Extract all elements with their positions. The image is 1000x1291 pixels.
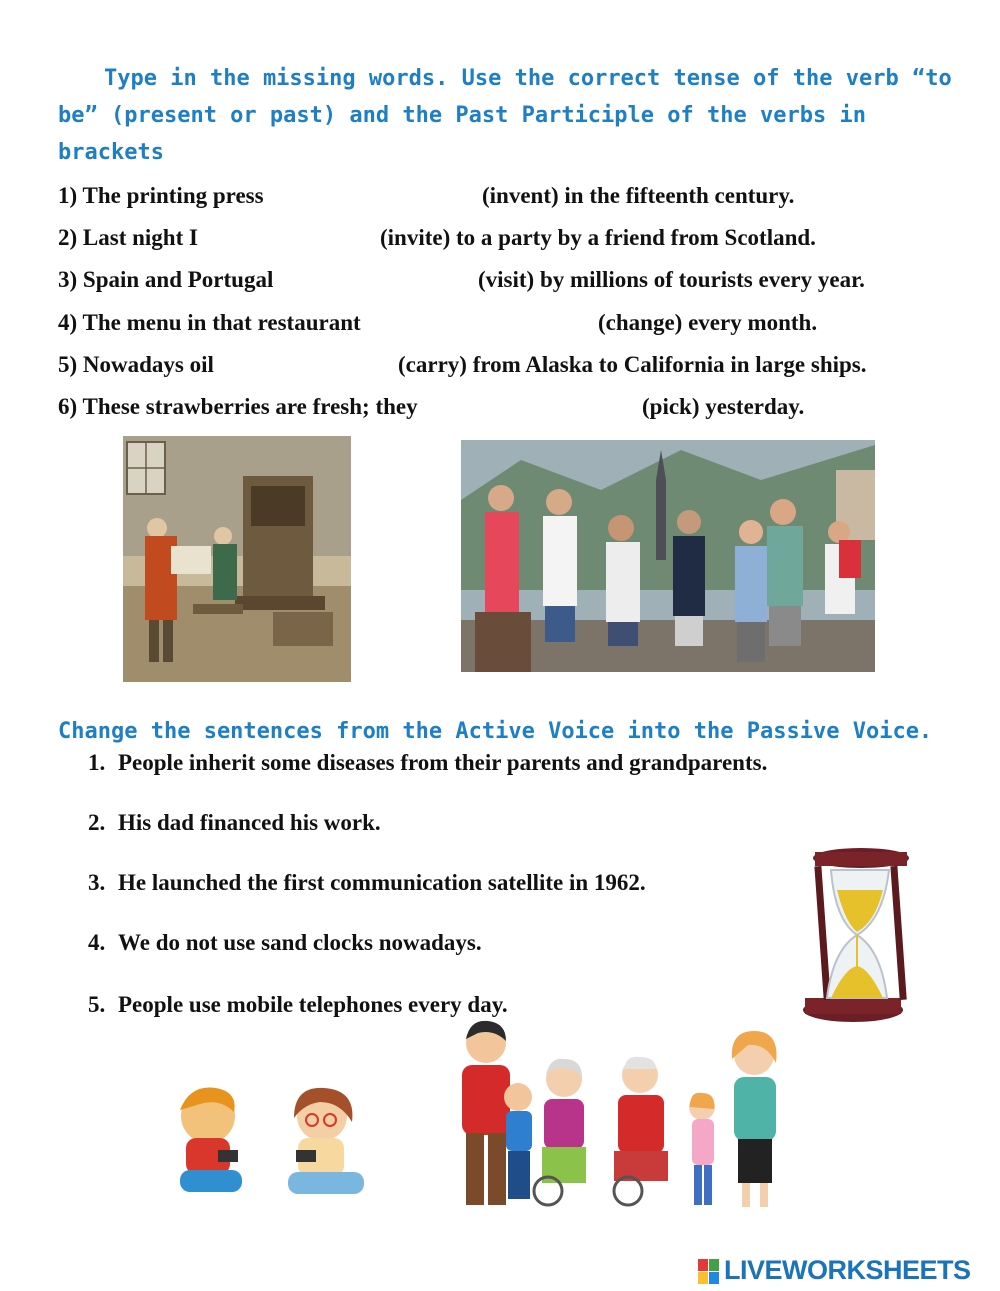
logo-text: LIVEWORKSHEETS [724, 1255, 971, 1285]
list-item [88, 868, 646, 898]
answer-input-5[interactable] [240, 351, 396, 381]
family-generations [442, 1015, 792, 1215]
sentence-4-end: (change) every month. [598, 310, 818, 335]
answer-input-6[interactable] [470, 393, 640, 423]
sentence-1-start: 1) The printing press [58, 183, 264, 208]
sentence-1 [58, 181, 795, 211]
children-with-phones [170, 1078, 382, 1202]
item-number: 5. [88, 992, 106, 1017]
instruction-passive: Change the sentences from the Active Voice into the Passive Voice. [58, 719, 933, 744]
item-number: 1. [88, 750, 106, 775]
passive-answer-4[interactable] [118, 958, 802, 990]
sentence-2 [58, 223, 816, 253]
item-text: People inherit some diseases from their parents and grandparents. [118, 750, 768, 775]
sentence-6-end: (pick) yesterday. [642, 394, 805, 419]
sentence-3-start: 3) Spain and Portugal [58, 267, 274, 292]
list-item [88, 808, 381, 838]
item-number: 4. [88, 930, 106, 955]
answer-input-2[interactable] [220, 224, 374, 254]
sentence-6-start: 6) These strawberries are fresh; they [58, 394, 418, 419]
hourglass-icon [795, 840, 919, 1030]
sentence-5 [58, 350, 867, 380]
sentence-6 [58, 392, 805, 422]
item-number: 3. [88, 870, 106, 895]
item-number: 2. [88, 810, 106, 835]
sentence-5-start: 5) Nowadays oil [58, 352, 214, 377]
sentence-2-start: 2) Last night I [58, 225, 198, 250]
instruction-fill-in [58, 60, 958, 171]
liveworksheets-logo [698, 1254, 971, 1286]
list-item [88, 748, 767, 778]
item-text: People use mobile telephones every day. [118, 992, 508, 1017]
list-item [88, 928, 482, 958]
sentence-4 [58, 308, 818, 338]
printing-press-illustration [123, 436, 351, 682]
sentence-3 [58, 265, 865, 295]
passive-answer-2[interactable] [118, 838, 802, 866]
answer-input-1[interactable] [296, 182, 476, 212]
passive-answer-1[interactable] [118, 778, 882, 806]
item-text: We do not use sand clocks nowadays. [118, 930, 482, 955]
tourists-photo [461, 440, 875, 672]
sentence-4-start: 4) The menu in that restaurant [58, 310, 361, 335]
item-text: His dad financed his work. [118, 810, 381, 835]
passive-answer-3[interactable] [118, 898, 802, 926]
sentence-1-end: (invent) in the fifteenth century. [482, 183, 795, 208]
instruction-text: Type in the missing words. Use the correct tense of the verb “to be” (present or past) and the Past Participle of the verbs in brackets [58, 66, 952, 165]
logo-icon [698, 1259, 720, 1285]
answer-input-4[interactable] [406, 309, 596, 339]
sentence-5-end: (carry) from Alaska to California in large ships. [398, 352, 867, 377]
answer-input-3[interactable] [306, 266, 474, 296]
item-text: He launched the first communication satellite in 1962. [118, 870, 646, 895]
sentence-3-end: (visit) by millions of tourists every year. [478, 267, 865, 292]
tourists-image [461, 440, 875, 672]
sentence-2-end: (invite) to a party by a friend from Scotland. [380, 225, 816, 250]
printing-press-image [123, 436, 351, 682]
